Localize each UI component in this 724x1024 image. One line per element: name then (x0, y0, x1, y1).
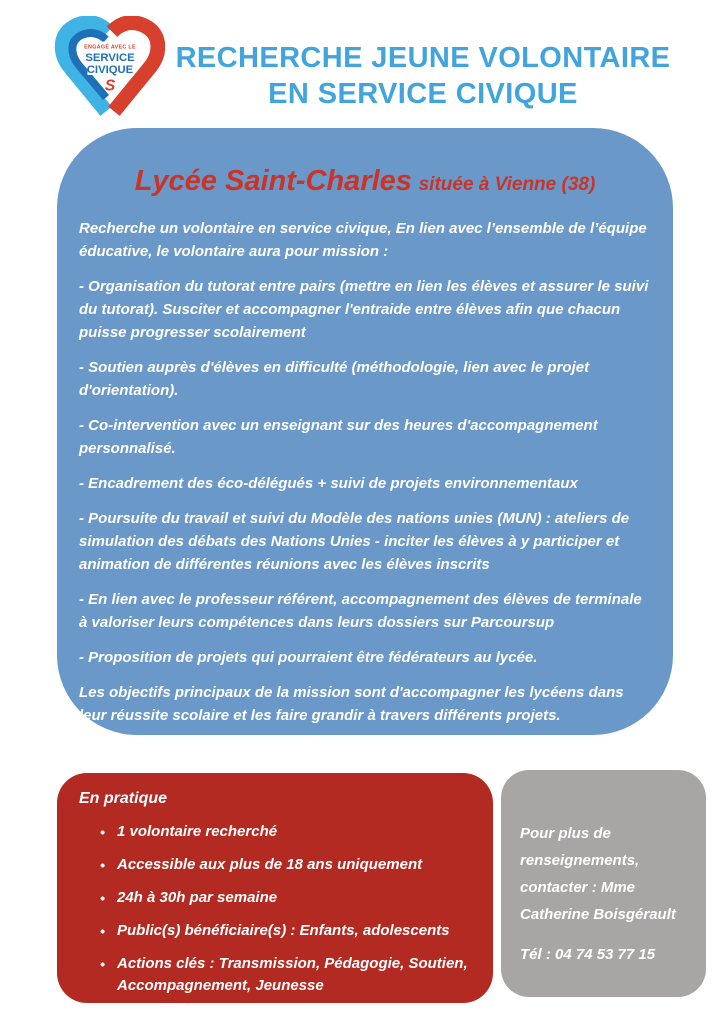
logo-s-swirl: S (104, 77, 116, 95)
page-title (166, 40, 680, 112)
practical-bullet-list (57, 821, 493, 997)
page-title-line2: EN SERVICE CIVIQUE (268, 78, 578, 110)
school-name: Lycée Saint-Charles (134, 165, 412, 197)
mission-heading (77, 164, 653, 202)
mission-paragraph: - Co-intervention avec un enseignant sur des heures d'accompagnement personnalisé. (79, 417, 598, 457)
practical-bullet: • Public(s) bénéficiaire(s) : Enfants, adolescents (117, 920, 477, 942)
practical-heading: En pratique (79, 790, 168, 807)
mission-panel (57, 128, 673, 735)
mission-paragraph: - Proposition de projets qui pourraient être fédérateurs au lycée. (79, 649, 538, 666)
logo-word-service: SERVICE (85, 52, 135, 65)
service-civique-logo (50, 16, 170, 126)
mission-paragraph: - En lien avec le professeur référent, accompagnement des élèves de terminale à valoriser leurs compétences dans leurs dossiers sur Parcoursup (79, 591, 642, 631)
mission-paragraph: Recherche un volontaire en service civique, En lien avec l’ensemble de l’équipe éducative, le volontaire aura pour mission : (79, 220, 647, 260)
mission-paragraph: - Poursuite du travail et suivi du Modèle des nations unies (MUN) : ateliers de simulation des débats des Nations Unies - inciter les élèves à y participer et animation de différentes réunions avec les élèves inscrits (79, 510, 630, 573)
mission-paragraph: - Soutien auprès d'élèves en difficulté (méthodologie, lien avec le projet d'orientation). (79, 359, 590, 399)
heart-logo-icon (50, 16, 170, 126)
contact-phone: Tél : 04 74 53 77 15 (520, 946, 656, 963)
logo-tagline: ENGAGÉ AVEC LE (84, 44, 136, 51)
practical-panel (57, 773, 493, 1003)
school-location: située à Vienne (38) (418, 174, 596, 195)
page-title-line1: RECHERCHE JEUNE VOLONTAIRE (175, 42, 671, 74)
practical-bullet: • 1 volontaire recherché (117, 821, 477, 843)
mission-paragraphs (57, 202, 673, 727)
mission-paragraph: Les objectifs principaux de la mission sont d'accompagner les lycéens dans leur réussite scolaire et les faire grandir à travers différents projets. (79, 684, 624, 724)
logo-word-civique: CIVIQUE (86, 63, 134, 76)
contact-text: Pour plus de renseignements, contacter : Mme Catherine Boisgérault (520, 825, 676, 923)
practical-bullet: • Actions clés : Transmission, Pédagogie, Soutien, Accompagnement, Jeunesse (117, 953, 477, 997)
practical-bullet: • 24h à 30h par semaine (117, 887, 477, 909)
contact-panel (501, 770, 706, 997)
mission-paragraph: - Encadrement des éco-délégués + suivi de projets environnementaux (79, 475, 578, 492)
mission-paragraph: - Organisation du tutorat entre pairs (mettre en lien les élèves et assurer le suivi du tutorat). Susciter et accompagner l'entraide entre élèves afin que chacun puisse progresser scolairement (79, 278, 649, 341)
practical-bullet: • Accessible aux plus de 18 ans uniquement (117, 854, 477, 876)
